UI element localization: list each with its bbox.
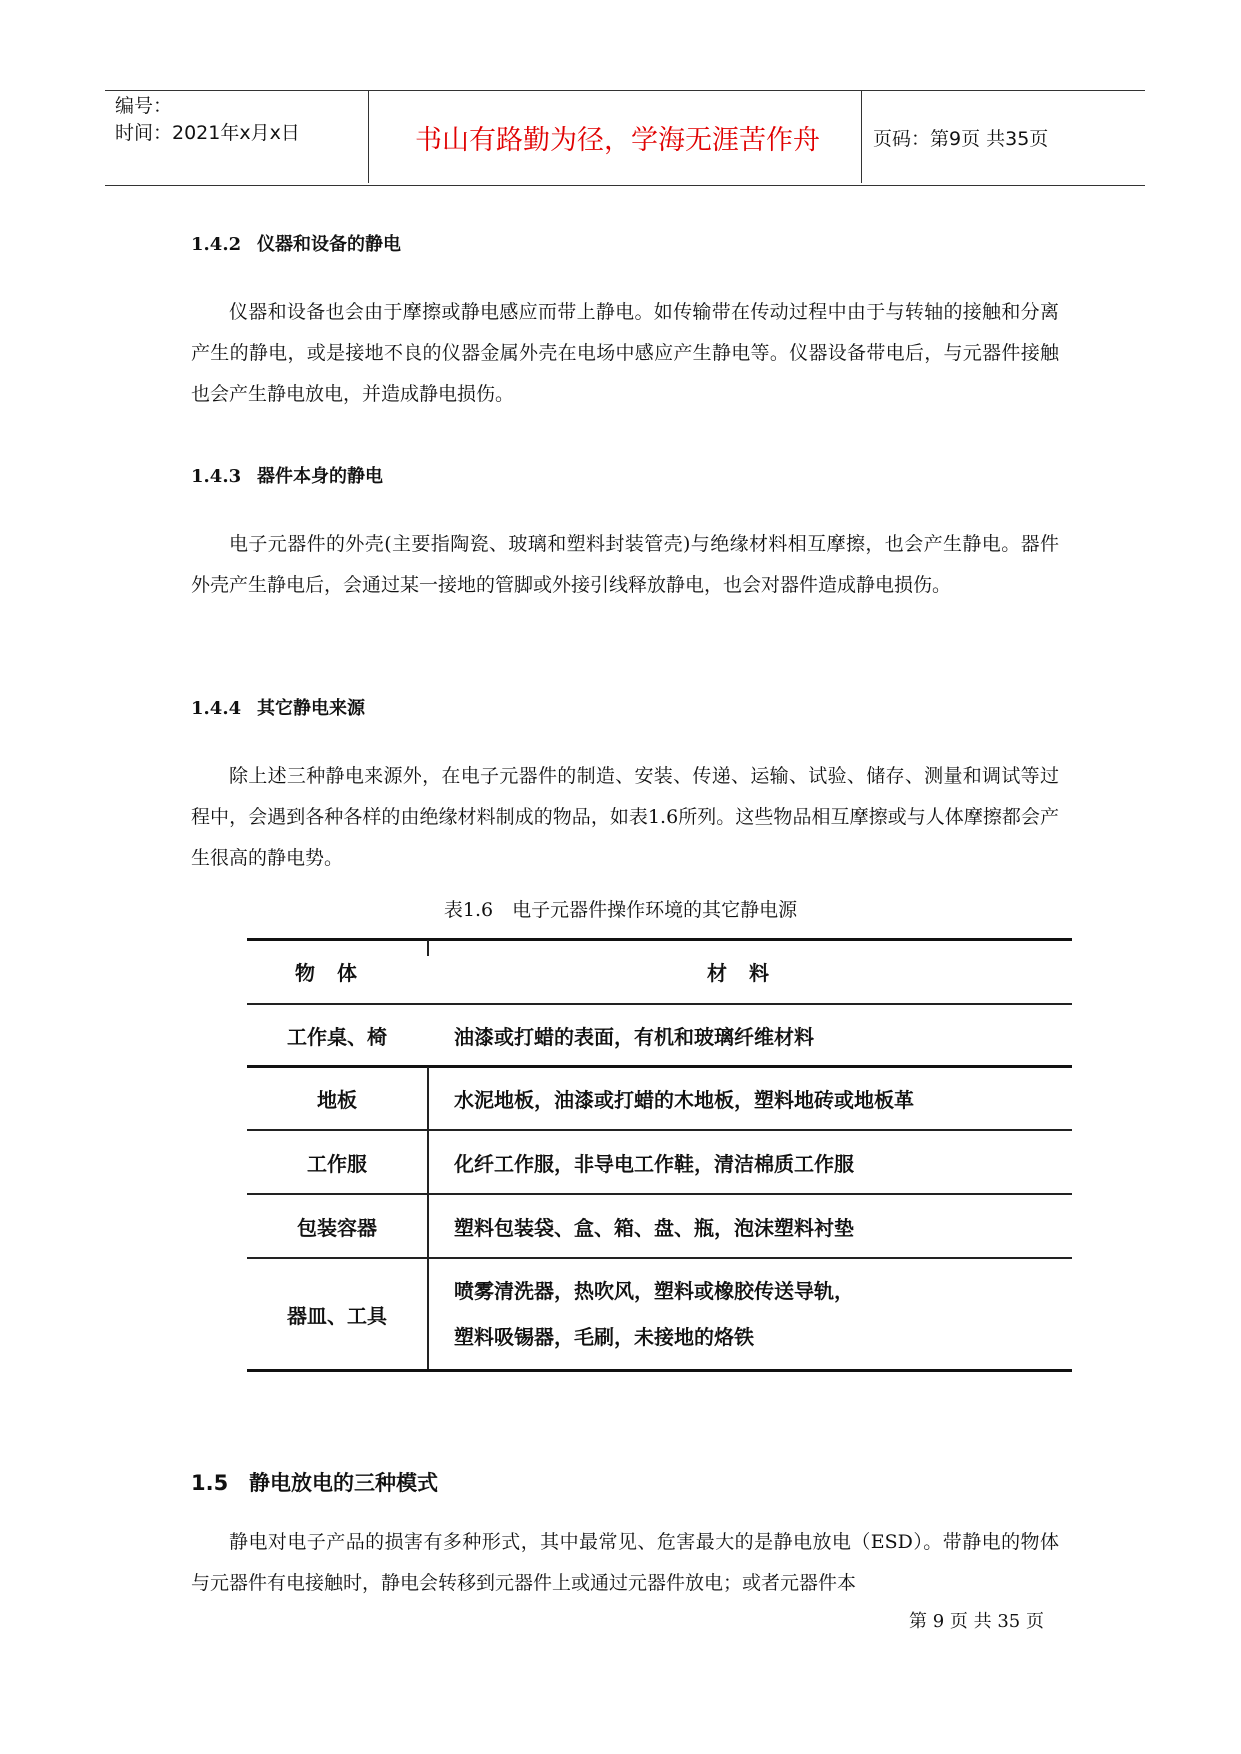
section-heading xyxy=(191,694,365,720)
header-time-label: 时间：2021年x月x日 xyxy=(115,122,300,144)
table-cell-material: 化纤工作服，非导电工作鞋，清洁棉质工作服 xyxy=(454,1151,854,1176)
table-header-material: 材料 xyxy=(707,961,791,985)
section-number: 1.4.3 xyxy=(191,466,242,487)
page-header xyxy=(105,90,1145,186)
table-cell-object: 地板 xyxy=(317,1088,357,1112)
section-paragraph: 除上述三种静电来源外，在电子元器件的制造、安装、传递、运输、试验、储存、测量和调试等过程中，会遇到各种各样的由绝缘材料制成的物品，如表1.6所列。这些物品相互摩擦或与人体摩擦都会产生很高的静电势。 xyxy=(191,765,1059,869)
section-number: 1.4.4 xyxy=(191,698,242,719)
section-title: 静电放电的三种模式 xyxy=(249,1471,438,1495)
table-cell-object: 工作服 xyxy=(307,1151,367,1176)
table-cell-material: 水泥地板，油漆或打蜡的木地板，塑料地砖或地板革 xyxy=(454,1088,914,1112)
section-number: 1.5 xyxy=(191,1471,229,1495)
table-cell-object: 包装容器 xyxy=(297,1215,377,1240)
table-header-object: 物体 xyxy=(295,961,379,985)
section-title: 器件本身的静电 xyxy=(257,466,383,487)
header-motto: 书山有路勤为径，学海无涯苦作舟 xyxy=(415,124,820,156)
table-column-divider xyxy=(427,940,429,956)
page-footer: 第 9 页 共 35 页 xyxy=(909,1611,1044,1632)
section-title: 仪器和设备的静电 xyxy=(257,234,401,255)
section-heading xyxy=(191,230,401,256)
section-heading xyxy=(191,462,383,488)
header-number-label: 编号： xyxy=(115,95,173,117)
table-cell-object: 工作桌、椅 xyxy=(287,1024,387,1049)
table-cell-material: 喷雾清洗器，热吹风，塑料或橡胶传送导轨， xyxy=(454,1278,854,1303)
table-rule xyxy=(247,1369,1072,1372)
header-meta xyxy=(115,93,370,183)
table-cell-object: 器皿、工具 xyxy=(287,1303,387,1328)
section-paragraph: 仪器和设备也会由于摩擦或静电感应而带上静电。如传输带在传动过程中由于与转轴的接触和分离产生的静电，或是接地不良的仪器金属外壳在电场中感应产生静电等。仪器设备带电后，与元器件接触也会产生静电放电，并造成静电损伤。 xyxy=(191,301,1059,405)
table-cell-material: 塑料包装袋、盒、箱、盘、瓶，泡沫塑料衬垫 xyxy=(454,1215,854,1240)
table-cell-material: 塑料吸锡器，毛刷，未接地的烙铁 xyxy=(454,1324,754,1349)
header-divider xyxy=(861,91,862,183)
table-caption: 表1.6 电子元器件操作环境的其它静电源 xyxy=(443,899,798,921)
section-title: 其它静电来源 xyxy=(257,698,365,719)
section-heading xyxy=(191,1467,438,1497)
section-paragraph: 静电对电子产品的损害有多种形式，其中最常见、危害最大的是静电放电（ESD）。带静电的物体与元器件有电接触时，静电会转移到元器件上或通过元器件放电；或者元器件本 xyxy=(191,1531,1059,1594)
header-page-label: 页码：第9页 共35页 xyxy=(873,127,1049,150)
section-paragraph: 电子元器件的外壳(主要指陶瓷、玻璃和塑料封装管壳)与绝缘材料相互摩擦，也会产生静电。器件外壳产生静电后，会通过某一接地的管脚或外接引线释放静电，也会对器件造成静电损伤。 xyxy=(191,533,1059,596)
table-cell-material: 油漆或打蜡的表面，有机和玻璃纤维材料 xyxy=(454,1024,814,1049)
section-number: 1.4.2 xyxy=(191,234,242,255)
static-sources-table xyxy=(247,938,1072,1373)
table-column-divider xyxy=(427,1067,429,1369)
